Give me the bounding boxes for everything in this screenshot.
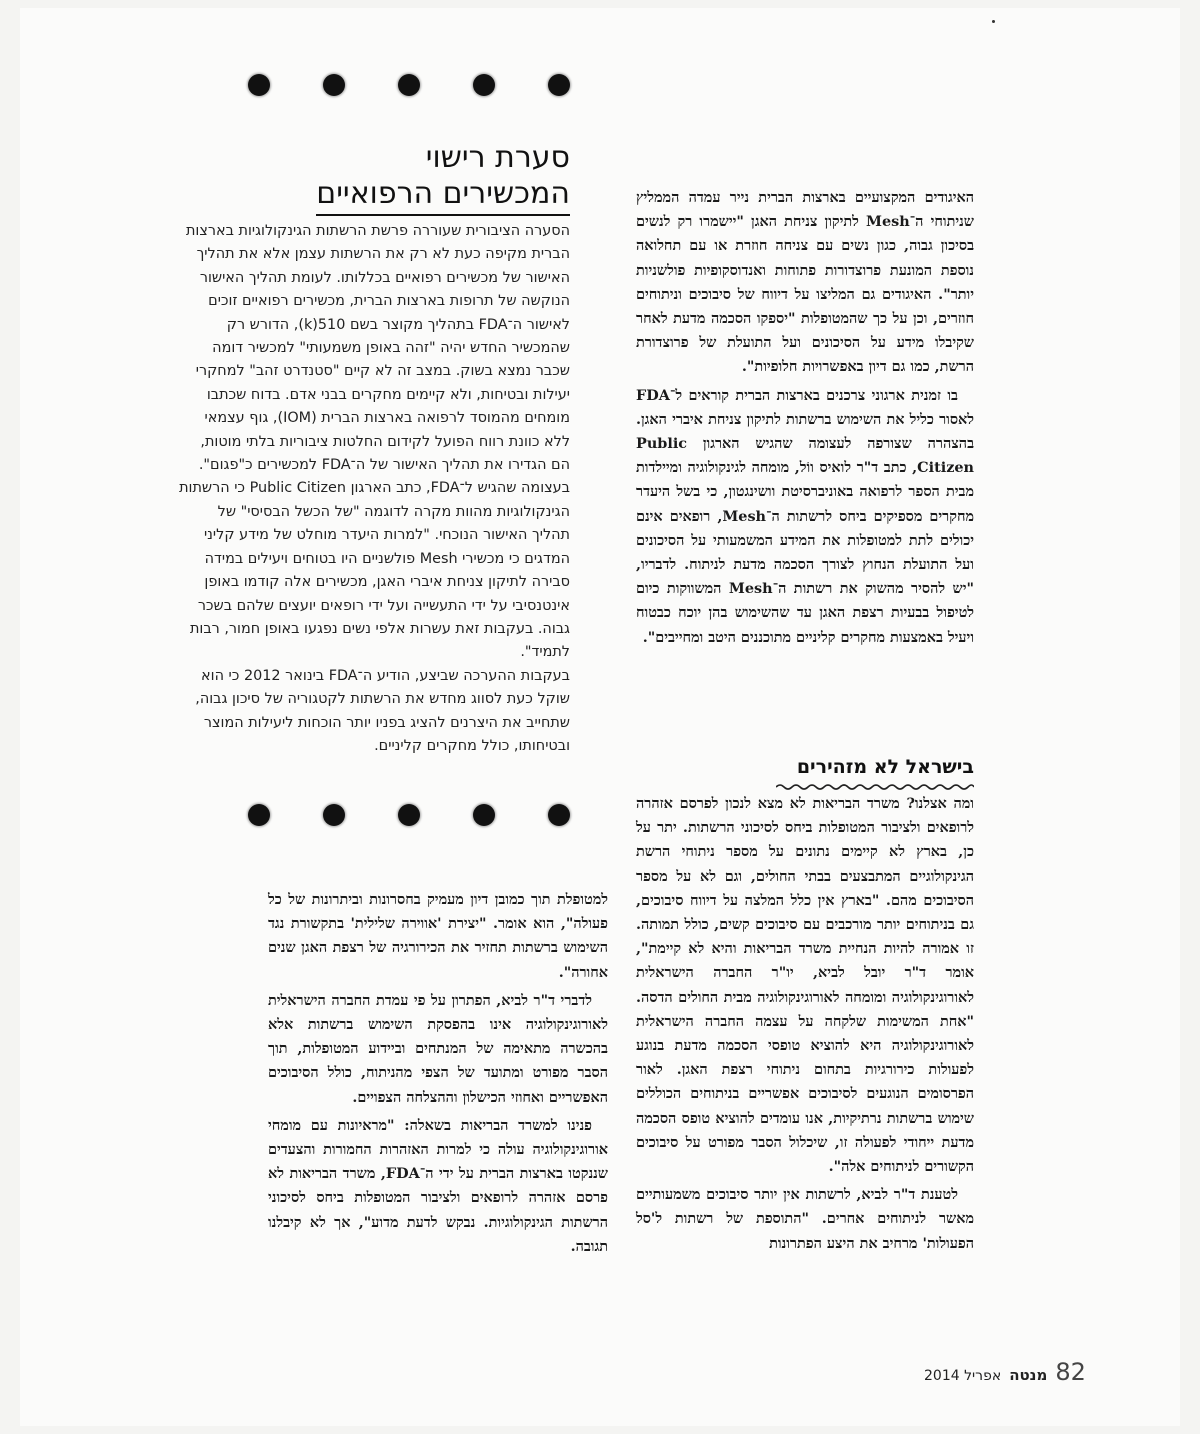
article-paragraph: האיגודים המקצועיים בארצות הברית נייר עמדה הממליץ שניתוחי ה־Mesh לתיקון צניחת האגן "יישמרו רק לנשים בסיכון גבוה, כגון נשים עם צניחה חוזרת או עם תחלואה נוספת המונעת פרוצדורות פתוחות ואנדוסקופיות פולשניות יותר". האיגודים גם המליצו על דיווח של סיבוכים וניתוחים חוזרים, וכן על כך שהמטופלות "יספקו הסכמה מדעת לאחר שקיבלו מידע על הסיכונים ועל התועלת של פרוצדורת הרשת, כמו גם דיון באפשרויות חלופיות". bbox=[636, 189, 974, 376]
column-left-bottom bbox=[268, 888, 608, 1263]
page-number: 82 bbox=[1055, 1358, 1086, 1386]
article-paragraph: לטענת ד"ר לביא, לרשתות אין יותר סיבוכים משמעותיים מאשר לניתוחים אחרים. "התוספת של רשתות ל'סל הפעולות' מרחיב את היצע הפתרונות bbox=[636, 1186, 974, 1252]
sidebar-paragraph: בעקבות ההערכה שביצע, הודיע ה־FDA בינואר 2012 כי הוא שוקל כעת לסווג מחדש את הרשתות לקטגוריה של סיכון גבוה, שתחייב את היצרנים להציג בפניו יותר הוכחות ליעילות המוצר ובטיחותו, כולל מחקרים קליניים. bbox=[195, 667, 570, 754]
article-paragraph: לדברי ד"ר לביא, הפתרון על פי עמדת החברה הישראלית לאורוגינקולוגיה אינו בהפסקת השימוש ברשתות אלא בהכשרה מתאימה של המנתחים וביידוע המטופלות, תוך הסבר מפורט ומתועד של הצפי מהניתוח, כולל הסיבוכים האפשריים ואחוזי הכישלון וההצלחה הצפויים. bbox=[268, 991, 608, 1106]
article-paragraph: פנינו למשרד הבריאות בשאלה: "מראיונות עם מומחי אורוגינקולוגיה עולה כי למרות האזהרות החמורות והצעדים שננקטו בארצות הברית על ידי ה־FDA, משרד הבריאות לא פרסם אזהרה לרופאים ולציבור המטופלות ביחס לסיכוני הרשתות הגינקולוגיות. נבקש לדעת מדוע", אך לא קיבלנו תגובה. bbox=[268, 1116, 608, 1255]
subhead-underline-wave bbox=[776, 783, 974, 791]
page-footer bbox=[924, 1358, 1086, 1386]
dot bbox=[248, 74, 270, 96]
article-paragraph: למטופלת תוך כמובן דיון מעמיק בחסרונות וביתרונות של כל פעולה", הוא אומר. "יצירת 'אווירה שלילית' בתקשורת נגד השימוש ברשתות תחזיר את הכירורגיה של רצפת האגן שנים אחורה". bbox=[268, 891, 608, 981]
article-paragraph: בו זמנית ארגוני צרכנים בארצות הברית קוראים ל־FDA לאסור כליל את השימוש ברשתות לתיקון צניחת איברי האגן. בהצהרה שצורפה לעצומה שהגיש הארגון Public Citizen, כתב ד"ר לואיס ווֹל, מומחה לגינקולוגיה ומיילדות מבית הספר לרפואה באוניברסיטת וושינגטון, כי בשל היעדר מחקרים מספיקים ביחס לרשתות ה־Mesh, רופאים אינם יכולים לתת למטופלות את המידע המשמעותי על הסיכונים ועל התועלת הנחוץ לצורך הסכמה מדעת לניתוח. לדבריו, "יש להסיר מהשוק את רשתות ה־Mesh המשווקות כיום לטיפול בבעיות רצפת האגן עד שהשימוש בהן יוכח כבטוח ויעיל באמצעות מחקרים קליניים מתוכננים היטב ומחייבים". bbox=[636, 386, 974, 646]
dot bbox=[248, 804, 270, 826]
column-right-top bbox=[636, 186, 974, 654]
decorative-dots-top bbox=[248, 74, 570, 96]
dot bbox=[398, 804, 420, 826]
section-subhead: בישראל לא מזהירים bbox=[796, 756, 974, 778]
sidebar-title bbox=[260, 140, 570, 216]
dot bbox=[323, 804, 345, 826]
article-paragraph: ומה אצלנו? משרד הבריאות לא מצא לנכון לפרסם אזהרה לרופאים ולציבור המטופלות ביחס לסיכוני הרשתות. יתר על כן, בארץ לא קיימים נתונים על מספר ניתוחי הרשת הגינקולוגיים המתבצעים בבתי החולים, וגם לא על מספר הסיבוכים מהם. "בארץ אין כלל המלצה על דיווח סיבוכים, גם בניתוחים יותר מורכבים עם סיבוכים קשים, כולל תמותה. זו אמורה להיות הנחיית משרד הבריאות והיא לא קיימת", אומר ד"ר יובל לביא, יו"ר החברה הישראלית לאורוגינקולוגיה ומומחה לאורוגינקולוגיה מבית החולים הדסה. "אחת המשימות שלקחה על עצמה החברה הישראלית לאורוגינקולוגיה היא להוציא טופסי הסכמה מדעת בנוגע לפעולות כירורגיות בתחום ניתוחי רצפת האגן. לאור הפרסומים הנוגעים לסיבוכים אפשריים בניתוחים הכוללים שימוש ברשתות נרתיקיות, אנו עומדים להוציא טופס הסכמה מדעת ייחודי לפעולה זו, שיכלול הסבר מפורט על סיבוכים הקשורים לניתוחים אלה". bbox=[636, 795, 974, 1176]
sidebar-title-line2: המכשירים הרפואיים bbox=[316, 176, 570, 216]
sidebar-title-line1: סערת רישוי bbox=[425, 140, 570, 175]
column-right-bottom bbox=[636, 792, 974, 1260]
print-mark bbox=[992, 20, 995, 23]
dot bbox=[548, 74, 570, 96]
sidebar-body bbox=[178, 220, 570, 758]
decorative-dots-middle bbox=[248, 804, 570, 826]
dot bbox=[398, 74, 420, 96]
issue-date: אפריל 2014 bbox=[924, 1368, 1002, 1384]
sidebar-paragraph: בעצומה שהגיש ל־FDA, כתב הארגון Public Citizen כי הרשתות הגינקולוגיות מהוות מקרה לדוגמה "של הכשל הבסיסי" של תהליך האישור הנוכחי. "למרות היעדר מוחלט של מידע קליני המדגים כי מכשירי Mesh פולשניים היו בטוחים ויעילים במידה סבירה לתיקון צניחת איברי האגן, מכשירים אלה קודמו באופן אינטנסיבי על ידי התעשייה ועל ידי רופאים יועצים שלהם בשכר גבוה. בעקבות זאת עשרות אלפי נשים נפגעו באופן חמור, רבות לתמיד". bbox=[179, 480, 570, 661]
dot bbox=[548, 804, 570, 826]
sidebar-paragraph: הסערה הציבורית שעוררה פרשת הרשתות הגינקולוגיות בארצות הברית מקיפה כעת לא רק את הרשתות עצמן אלא את תהליך האישור של מכשירים רפואיים בכללותו. לעומת תהליך האישור הנוקשה של תרופות בארצות הברית, מכשירים רפואיים זוכים לאישור ה־FDA בתהליך מקוצר בשם 510(k), הדורש רק שהמכשיר החדש יהיה "זהה באופן משמעותי" למכשיר דומה שכבר נמצא בשוק. במצב זה לא קיים "סטנדרט זהב" למחקרי יעילות ובטיחות, ולא קיימים מחקרים בבני אדם. בדוח שכתבו מומחים מהמוסד לרפואה בארצות הברית (IOM), גוף עצמאי ללא כוונת רווח הפועל לקידום החלטות ציבוריות בלתי מוטות, הם הגדירו את תהליך האישור של ה־FDA למכשירים כ"פגום". bbox=[185, 223, 570, 474]
dot bbox=[473, 804, 495, 826]
dot bbox=[473, 74, 495, 96]
dot bbox=[323, 74, 345, 96]
magazine-name: מנטה bbox=[1009, 1366, 1048, 1384]
